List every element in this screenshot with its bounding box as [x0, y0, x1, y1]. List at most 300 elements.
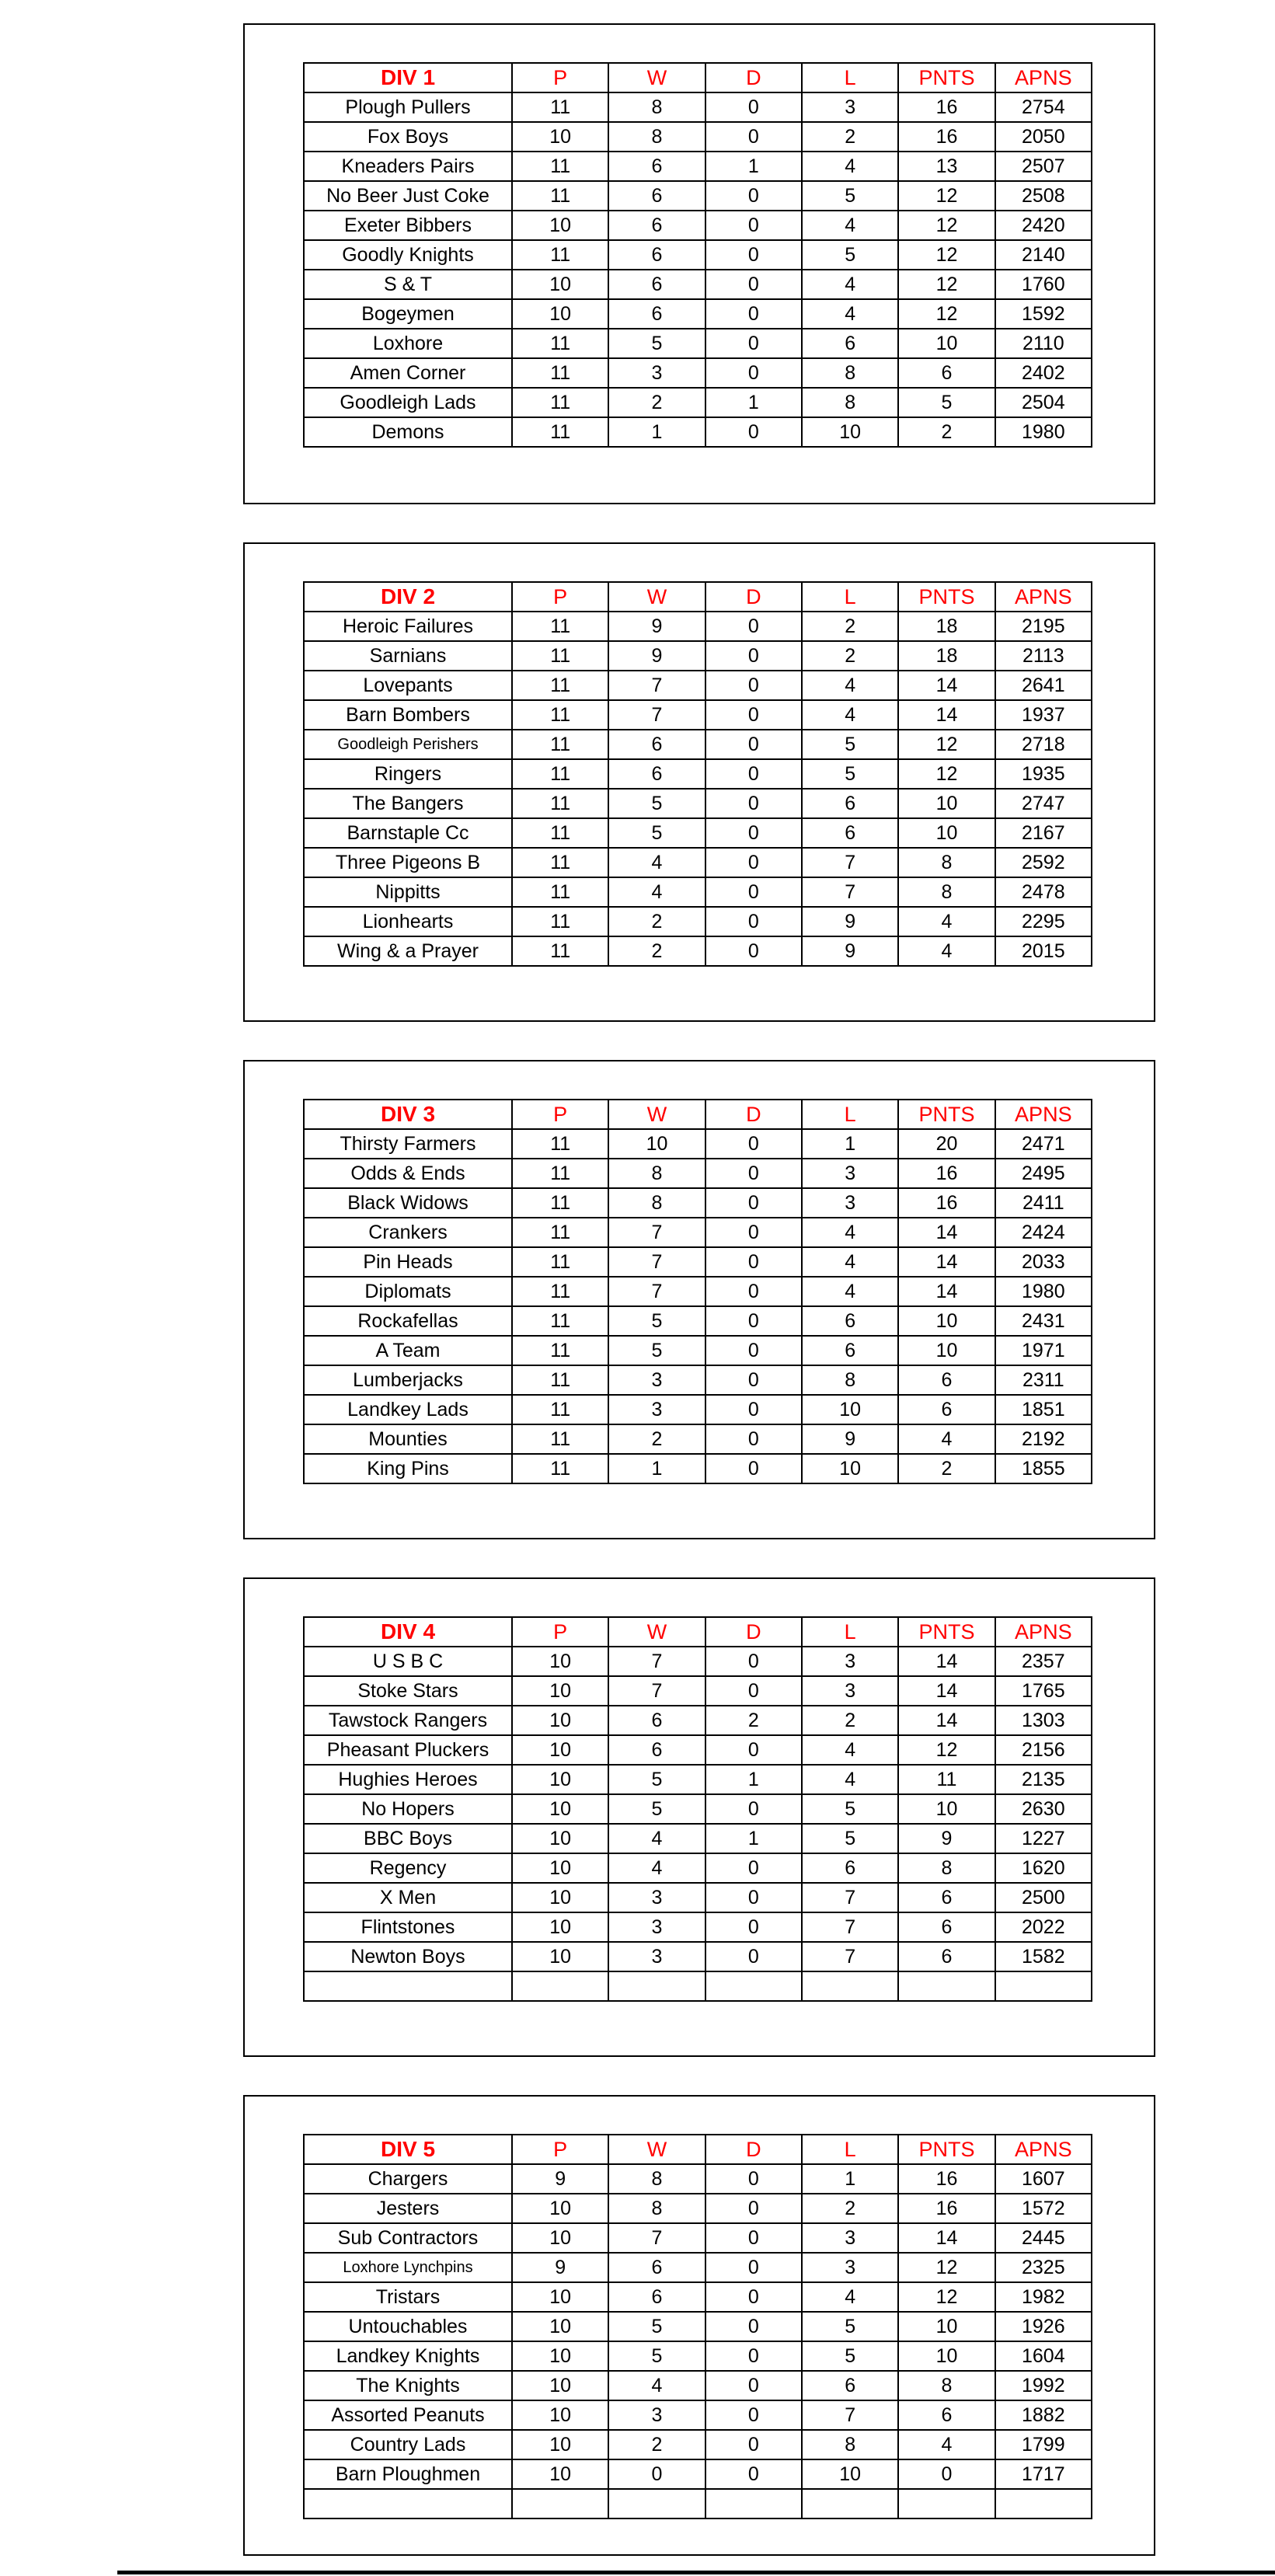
team-name-cell: Nippitts [304, 877, 512, 907]
stat-cell: 0 [705, 2253, 802, 2282]
column-header: W [608, 2135, 705, 2164]
table-row [304, 358, 1092, 388]
stat-cell: 10 [512, 2312, 608, 2341]
stat-cell: 0 [705, 612, 802, 641]
table-row [304, 2459, 1092, 2489]
stat-cell: 1937 [995, 700, 1092, 730]
stat-cell: 11 [512, 358, 608, 388]
stat-cell: 0 [705, 1912, 802, 1942]
stat-cell: 11 [512, 789, 608, 818]
stat-cell: 0 [705, 122, 802, 152]
stat-cell: 3 [608, 1942, 705, 1971]
stat-cell: 16 [898, 1159, 995, 1188]
stat-cell: 2500 [995, 1883, 1092, 1912]
stat-cell: 12 [898, 730, 995, 759]
column-header: PNTS [898, 2135, 995, 2164]
stat-cell: 6 [608, 2253, 705, 2282]
stat-cell: 0 [705, 2312, 802, 2341]
stat-cell: 1572 [995, 2194, 1092, 2223]
stat-cell: 1982 [995, 2282, 1092, 2312]
stat-cell: 2641 [995, 671, 1092, 700]
stat-cell: 2311 [995, 1365, 1092, 1395]
stat-cell: 0 [898, 2459, 995, 2489]
stat-cell: 2 [705, 1706, 802, 1735]
stat-cell: 2508 [995, 181, 1092, 211]
stat-cell: 2022 [995, 1912, 1092, 1942]
header-row [304, 1617, 1092, 1647]
column-header: D [705, 582, 802, 612]
stat-cell: 0 [705, 1188, 802, 1218]
stat-cell: 2411 [995, 1188, 1092, 1218]
stat-cell: 0 [705, 2164, 802, 2194]
column-header: D [705, 63, 802, 92]
stat-cell: 8 [608, 2164, 705, 2194]
stat-cell: 6 [608, 759, 705, 789]
team-name-cell: Flintstones [304, 1912, 512, 1942]
stat-cell: 12 [898, 211, 995, 240]
team-name-cell: Pheasant Pluckers [304, 1735, 512, 1765]
table-row [304, 1129, 1092, 1159]
table-row [304, 329, 1092, 358]
stat-cell: 10 [512, 1706, 608, 1735]
stat-cell: 4 [898, 936, 995, 966]
stat-cell: 0 [705, 1218, 802, 1247]
stat-cell: 4 [802, 1247, 898, 1277]
stat-cell: 10 [512, 1824, 608, 1853]
team-name-cell: Rockafellas [304, 1306, 512, 1336]
stat-cell: 3 [802, 2223, 898, 2253]
column-header: W [608, 1617, 705, 1647]
stat-cell: 5 [608, 2341, 705, 2371]
stat-cell: 0 [705, 730, 802, 759]
table-row [304, 152, 1092, 181]
team-name-cell: Goodly Knights [304, 240, 512, 270]
team-name-cell: Jesters [304, 2194, 512, 2223]
team-name-cell: No Hopers [304, 1794, 512, 1824]
column-header: W [608, 582, 705, 612]
stat-cell: 0 [705, 240, 802, 270]
stat-cell: 2471 [995, 1129, 1092, 1159]
stat-cell: 5 [608, 1765, 705, 1794]
stat-cell: 10 [898, 818, 995, 848]
stat-cell: 7 [608, 1647, 705, 1676]
stat-cell: 4 [898, 1424, 995, 1454]
team-name-cell: Wing & a Prayer [304, 936, 512, 966]
stat-cell: 1 [705, 1824, 802, 1853]
column-header: APNS [995, 1617, 1092, 1647]
team-name-cell: Three Pigeons B [304, 848, 512, 877]
stat-cell: 0 [705, 818, 802, 848]
stat-cell: 7 [608, 1218, 705, 1247]
header-row [304, 2135, 1092, 2164]
stat-cell: 0 [705, 2194, 802, 2223]
team-name-cell: Lionhearts [304, 907, 512, 936]
stat-cell: 2 [608, 936, 705, 966]
stat-cell: 4 [802, 671, 898, 700]
stat-cell: 2195 [995, 612, 1092, 641]
stat-cell: 2 [608, 1424, 705, 1454]
stat-cell: 10 [608, 1129, 705, 1159]
stat-cell: 16 [898, 92, 995, 122]
stat-cell: 2 [608, 907, 705, 936]
stat-cell: 0 [705, 671, 802, 700]
stat-cell: 0 [705, 2371, 802, 2400]
stat-cell [995, 1971, 1092, 2001]
stat-cell: 0 [705, 1336, 802, 1365]
stat-cell: 1303 [995, 1706, 1092, 1735]
table-row [304, 2282, 1092, 2312]
stat-cell: 12 [898, 270, 995, 299]
stat-cell: 5 [802, 730, 898, 759]
team-name-cell: Odds & Ends [304, 1159, 512, 1188]
header-row [304, 63, 1092, 92]
stat-cell: 9 [512, 2253, 608, 2282]
stat-cell: 11 [512, 700, 608, 730]
table-row [304, 1853, 1092, 1883]
stat-cell: 16 [898, 1188, 995, 1218]
column-header: APNS [995, 63, 1092, 92]
stat-cell: 8 [608, 92, 705, 122]
team-name-cell [304, 1971, 512, 2001]
stat-cell: 5 [898, 388, 995, 417]
table-row [304, 1336, 1092, 1365]
stat-cell: 10 [898, 329, 995, 358]
stat-cell: 7 [802, 848, 898, 877]
stat-cell: 6 [802, 818, 898, 848]
team-name-cell: Lovepants [304, 671, 512, 700]
stat-cell: 6 [898, 1365, 995, 1395]
stat-cell: 10 [512, 2223, 608, 2253]
column-header: L [802, 582, 898, 612]
stat-cell: 1 [705, 1765, 802, 1794]
stat-cell: 4 [802, 1765, 898, 1794]
stat-cell: 4 [608, 877, 705, 907]
stat-cell: 5 [802, 240, 898, 270]
stat-cell: 12 [898, 1735, 995, 1765]
table-row [304, 671, 1092, 700]
stat-cell: 14 [898, 1247, 995, 1277]
stat-cell: 2754 [995, 92, 1092, 122]
stat-cell: 10 [512, 2459, 608, 2489]
table-row [304, 1306, 1092, 1336]
stat-cell: 10 [898, 1336, 995, 1365]
column-header: W [608, 63, 705, 92]
stat-cell: 1882 [995, 2400, 1092, 2430]
league-table-div-5 [303, 2134, 1092, 2519]
stat-cell: 1227 [995, 1824, 1092, 1853]
next-page-top-border-line [117, 2571, 1275, 2574]
team-name-cell: Mounties [304, 1424, 512, 1454]
stat-cell: 1 [705, 388, 802, 417]
team-name-cell: Newton Boys [304, 1942, 512, 1971]
table-row [304, 1942, 1092, 1971]
table-row [304, 907, 1092, 936]
stat-cell: 10 [898, 2312, 995, 2341]
table-row [304, 1735, 1092, 1765]
stat-cell: 2431 [995, 1306, 1092, 1336]
table-row [304, 2164, 1092, 2194]
stat-cell: 3 [802, 1159, 898, 1188]
stat-cell: 8 [802, 358, 898, 388]
stat-cell: 5 [802, 2312, 898, 2341]
table-row [304, 1424, 1092, 1454]
stat-cell: 12 [898, 299, 995, 329]
stat-cell: 10 [898, 1306, 995, 1336]
stat-cell: 0 [705, 181, 802, 211]
stat-cell: 10 [512, 1853, 608, 1883]
stat-cell: 4 [608, 848, 705, 877]
stat-cell: 11 [512, 818, 608, 848]
table-row [304, 818, 1092, 848]
stat-cell: 6 [608, 299, 705, 329]
stat-cell: 3 [608, 1912, 705, 1942]
stat-cell: 10 [512, 1942, 608, 1971]
table-row [304, 270, 1092, 299]
stat-cell: 18 [898, 612, 995, 641]
stat-cell: 10 [802, 1454, 898, 1483]
stat-cell: 11 [512, 877, 608, 907]
team-name-cell: Kneaders Pairs [304, 152, 512, 181]
stat-cell: 1717 [995, 2459, 1092, 2489]
table-row [304, 1188, 1092, 1218]
stat-cell: 2 [608, 2430, 705, 2459]
stat-cell: 4 [898, 2430, 995, 2459]
stat-cell: 2325 [995, 2253, 1092, 2282]
stat-cell: 7 [608, 1676, 705, 1706]
stat-cell: 6 [608, 152, 705, 181]
stat-cell: 8 [898, 877, 995, 907]
stat-cell: 2445 [995, 2223, 1092, 2253]
stat-cell: 5 [608, 2312, 705, 2341]
stat-cell: 1604 [995, 2341, 1092, 2371]
column-header: L [802, 1617, 898, 1647]
stat-cell: 6 [802, 789, 898, 818]
column-header: PNTS [898, 582, 995, 612]
stat-cell: 0 [705, 877, 802, 907]
table-row [304, 2194, 1092, 2223]
table-row [304, 2312, 1092, 2341]
stat-cell: 3 [608, 358, 705, 388]
stat-cell: 2033 [995, 1247, 1092, 1277]
team-name-cell: Demons [304, 417, 512, 447]
stat-cell: 7 [802, 877, 898, 907]
stat-cell: 1855 [995, 1454, 1092, 1483]
stat-cell [898, 2489, 995, 2518]
stat-cell: 10 [512, 2400, 608, 2430]
stat-cell: 11 [512, 730, 608, 759]
stat-cell: 12 [898, 2253, 995, 2282]
stat-cell: 4 [802, 1277, 898, 1306]
stat-cell: 0 [705, 936, 802, 966]
stat-cell: 8 [608, 122, 705, 152]
stat-cell: 1799 [995, 2430, 1092, 2459]
stat-cell: 2 [802, 612, 898, 641]
stat-cell: 1620 [995, 1853, 1092, 1883]
table-row [304, 612, 1092, 641]
stat-cell: 11 [512, 1188, 608, 1218]
stat-cell: 5 [802, 2341, 898, 2371]
team-name-cell: A Team [304, 1336, 512, 1365]
stat-cell: 10 [512, 211, 608, 240]
stat-cell: 3 [608, 1395, 705, 1424]
table-row [304, 2341, 1092, 2371]
stat-cell: 4 [608, 1853, 705, 1883]
stat-cell: 11 [512, 848, 608, 877]
stat-cell [995, 2489, 1092, 2518]
stat-cell: 10 [898, 2341, 995, 2371]
stat-cell: 10 [512, 1647, 608, 1676]
stat-cell: 2424 [995, 1218, 1092, 1247]
stat-cell: 6 [898, 1912, 995, 1942]
stat-cell: 7 [608, 1277, 705, 1306]
stat-cell: 2015 [995, 936, 1092, 966]
column-header: W [608, 1100, 705, 1129]
stat-cell: 6 [802, 1853, 898, 1883]
stat-cell: 12 [898, 240, 995, 270]
stat-cell: 0 [705, 907, 802, 936]
stat-cell: 7 [802, 1942, 898, 1971]
stat-cell: 8 [608, 2194, 705, 2223]
team-name-cell: Tawstock Rangers [304, 1706, 512, 1735]
stat-cell: 1 [802, 2164, 898, 2194]
stat-cell: 7 [802, 2400, 898, 2430]
table-row [304, 181, 1092, 211]
stat-cell: 11 [512, 1336, 608, 1365]
stat-cell: 13 [898, 152, 995, 181]
stat-cell: 11 [512, 1247, 608, 1277]
stat-cell: 0 [705, 1454, 802, 1483]
column-header: D [705, 2135, 802, 2164]
column-header: L [802, 1100, 898, 1129]
stat-cell: 10 [512, 122, 608, 152]
stat-cell: 18 [898, 641, 995, 671]
team-name-cell: Diplomats [304, 1277, 512, 1306]
stat-cell: 8 [898, 2371, 995, 2400]
stat-cell: 11 [512, 240, 608, 270]
stat-cell: 6 [802, 2371, 898, 2400]
table-row [304, 641, 1092, 671]
stat-cell: 2504 [995, 388, 1092, 417]
stat-cell: 1980 [995, 1277, 1092, 1306]
division-title: DIV 2 [304, 582, 512, 612]
table-row [304, 2253, 1092, 2282]
stat-cell: 10 [512, 2341, 608, 2371]
stat-cell: 7 [608, 700, 705, 730]
stat-cell: 11 [512, 1306, 608, 1336]
stat-cell: 10 [512, 1676, 608, 1706]
stat-cell: 2 [802, 1706, 898, 1735]
stat-cell: 7 [802, 1912, 898, 1942]
stat-cell: 0 [705, 759, 802, 789]
column-header: D [705, 1100, 802, 1129]
table-row [304, 1277, 1092, 1306]
table-row [304, 417, 1092, 447]
stat-cell: 4 [802, 299, 898, 329]
table-row [304, 1706, 1092, 1735]
stat-cell: 0 [705, 92, 802, 122]
stat-cell: 2 [898, 1454, 995, 1483]
stat-cell: 2050 [995, 122, 1092, 152]
stat-cell: 10 [512, 2194, 608, 2223]
stat-cell: 6 [608, 270, 705, 299]
stat-cell: 0 [705, 1853, 802, 1883]
table-row [304, 1247, 1092, 1277]
stat-cell: 3 [608, 2400, 705, 2430]
stat-cell: 10 [512, 1912, 608, 1942]
table-row [304, 759, 1092, 789]
stat-cell: 11 [512, 417, 608, 447]
stat-cell: 4 [802, 1218, 898, 1247]
table-row [304, 877, 1092, 907]
stat-cell: 0 [705, 2459, 802, 2489]
stat-cell: 0 [705, 1942, 802, 1971]
column-header: PNTS [898, 1100, 995, 1129]
team-name-cell [304, 2489, 512, 2518]
stat-cell: 2747 [995, 789, 1092, 818]
stat-cell: 0 [705, 1424, 802, 1454]
stat-cell: 9 [898, 1824, 995, 1853]
stat-cell: 4 [608, 2371, 705, 2400]
stat-cell: 0 [705, 1395, 802, 1424]
stat-cell: 6 [608, 2282, 705, 2312]
column-header: APNS [995, 2135, 1092, 2164]
stat-cell: 2110 [995, 329, 1092, 358]
stat-cell: 11 [512, 1365, 608, 1395]
stat-cell: 11 [512, 671, 608, 700]
stat-cell: 3 [608, 1883, 705, 1912]
stat-cell: 2140 [995, 240, 1092, 270]
division-panel-2 [243, 542, 1155, 1022]
team-name-cell: Goodleigh Lads [304, 388, 512, 417]
team-name-cell: Bogeymen [304, 299, 512, 329]
team-name-cell: Ringers [304, 759, 512, 789]
stat-cell: 8 [608, 1188, 705, 1218]
stat-cell: 0 [705, 2341, 802, 2371]
stat-cell: 6 [802, 1336, 898, 1365]
team-name-cell: No Beer Just Coke [304, 181, 512, 211]
team-name-cell: King Pins [304, 1454, 512, 1483]
stat-cell: 11 [512, 1277, 608, 1306]
stat-cell: 7 [608, 1247, 705, 1277]
division-panel-3 [243, 1060, 1155, 1539]
team-name-cell: X Men [304, 1883, 512, 1912]
stat-cell: 2420 [995, 211, 1092, 240]
stat-cell [898, 1971, 995, 2001]
stat-cell: 0 [705, 358, 802, 388]
stat-cell: 1 [705, 152, 802, 181]
stat-cell: 2167 [995, 818, 1092, 848]
stat-cell: 1592 [995, 299, 1092, 329]
stat-cell: 10 [512, 1735, 608, 1765]
stat-cell: 4 [608, 1824, 705, 1853]
stat-cell: 6 [608, 730, 705, 759]
stat-cell: 4 [802, 700, 898, 730]
table-row [304, 1395, 1092, 1424]
stat-cell: 6 [608, 181, 705, 211]
stat-cell: 0 [705, 1883, 802, 1912]
team-name-cell: Stoke Stars [304, 1676, 512, 1706]
column-header: P [512, 1617, 608, 1647]
stat-cell: 3 [608, 1365, 705, 1395]
division-panel-4 [243, 1577, 1155, 2057]
table-row [304, 1647, 1092, 1676]
stat-cell: 10 [512, 1883, 608, 1912]
stat-cell [512, 1971, 608, 2001]
stat-cell: 3 [802, 1647, 898, 1676]
stat-cell: 11 [512, 92, 608, 122]
stat-cell: 2 [802, 122, 898, 152]
stat-cell: 0 [705, 2400, 802, 2430]
